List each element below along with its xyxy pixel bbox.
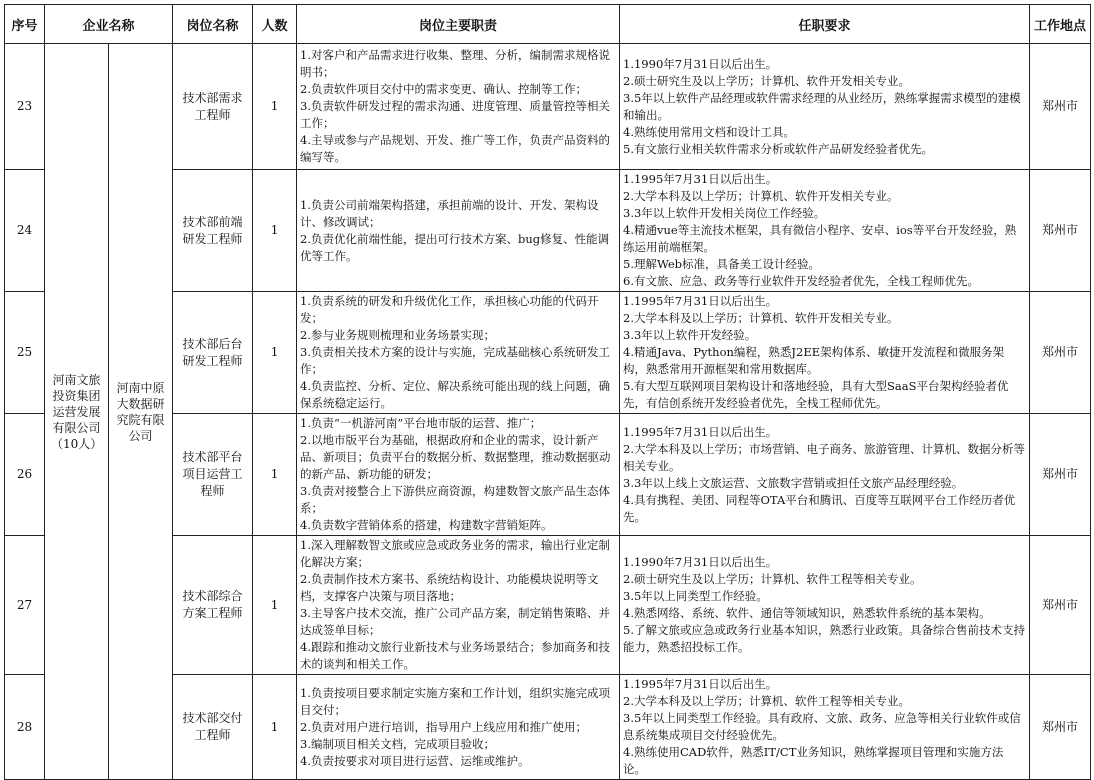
requirements-cell [620, 44, 1030, 170]
header-company: 企业名称 [45, 5, 173, 44]
requirement-line: 4.熟悉网络、系统、软件、通信等领域知识，熟悉软件系统的基本架构。 [623, 606, 991, 620]
work-location: 郑州市 [1030, 292, 1091, 414]
headcount: 1 [253, 44, 297, 170]
requirement-line: 2.大学本科及以上学历；计算机、软件工程等相关专业。 [623, 694, 910, 708]
duty-line: 4.负责数字营销体系的搭建，构建数字营销矩阵。 [300, 518, 553, 532]
requirement-line: 3.5年以上软件产品经理或软件需求经理的从业经历，熟练掌握需求模型的建模和输出。 [623, 90, 1021, 122]
requirement-line: 5.了解文旅或应急或政务行业基本知识，熟悉行业政策。具备综合售前技术支持能力，熟悉招投标工作。 [623, 623, 1025, 654]
duty-line: 3.负责相关技术方案的设计与实施，完成基础核心系统研发工作； [300, 345, 610, 376]
duties-cell [297, 414, 620, 536]
requirement-line: 4.熟练使用CAD软件，熟悉IT/CT业务知识，熟练掌握项目管理和实施方法论。 [623, 745, 1004, 776]
header-seq: 序号 [5, 5, 45, 44]
work-location: 郑州市 [1030, 675, 1091, 780]
requirements-cell [620, 292, 1030, 414]
headcount: 1 [253, 536, 297, 675]
position-name: 技术部平台项目运营工程师 [173, 414, 253, 536]
requirement-line: 3.3年以上软件开发相关岗位工作经验。 [623, 206, 826, 220]
requirement-line: 1.1995年7月31日以后出生。 [623, 424, 778, 439]
duties-cell [297, 44, 620, 170]
requirement-line: 2.硕士研究生及以上学历；计算机、软件开发相关专业。 [623, 73, 910, 88]
duty-line: 1.深入理解数智文旅或应急或政务业务的需求，输出行业定制化解决方案； [300, 538, 610, 569]
duty-line: 4.负责监控、分析、定位、解决系统可能出现的线上问题，确保系统稳定运行。 [300, 379, 610, 410]
company-unit-name: 河南中原大数据研究院有限公司 [109, 44, 173, 780]
duties-cell [297, 675, 620, 780]
requirement-line: 2.硕士研究生及以上学历；计算机、软件工程等相关专业。 [623, 572, 922, 586]
requirement-line: 1.1995年7月31日以后出生。 [623, 294, 778, 308]
work-location: 郑州市 [1030, 170, 1091, 292]
duty-line: 2.负责优化前端性能，提出可行技术方案、bug修复、性能调优等工作。 [300, 231, 610, 263]
requirement-line: 1.1990年7月31日以后出生。 [623, 555, 778, 569]
duty-line: 2.参与业务规则梳理和业务场景实现； [300, 328, 495, 342]
row-seq: 24 [5, 170, 45, 292]
requirement-line: 3.3年以上软件开发经验。 [623, 328, 757, 342]
header-requirements: 任职要求 [620, 5, 1030, 44]
work-location: 郑州市 [1030, 414, 1091, 536]
requirement-line: 2.大学本科及以上学历；计算机、软件开发相关专业。 [623, 189, 899, 203]
headcount: 1 [253, 170, 297, 292]
table-row [5, 44, 1091, 170]
requirements-cell [620, 675, 1030, 780]
requirement-line: 3.5年以上同类型工作经验。具有政府、文旅、政务、应急等相关行业软件或信息系统集成项目交付经验优先。 [623, 711, 1021, 742]
duty-line: 3.负责对接整合上下游供应商资源，构建数智文旅产品生态体系； [300, 484, 610, 515]
requirement-line: 4.精通Java、Python编程，熟悉J2EE架构体系、敏捷开发流程和微服务架构，熟悉常用开源框架和常用数据库。 [623, 345, 1005, 376]
work-location: 郑州市 [1030, 44, 1091, 170]
requirement-line: 2.大学本科及以上学历；计算机、软件开发相关专业。 [623, 311, 899, 325]
header-row [5, 5, 1091, 44]
duty-line: 3.编制项目相关文档，完成项目验收； [300, 736, 495, 751]
position-name: 技术部前端研发工程师 [173, 170, 253, 292]
requirement-line: 5.理解Web标准，具备美工设计经验。 [623, 257, 821, 271]
duties-cell [297, 536, 620, 675]
header-duties: 岗位主要职责 [297, 5, 620, 44]
headcount: 1 [253, 414, 297, 536]
duty-line: 1.负责“一机游河南”平台地市版的运营、推广； [300, 416, 542, 430]
duty-line: 3.主导客户技术交流，推广公司产品方案，制定销售策略、并达成签单目标； [300, 606, 610, 637]
requirement-line: 4.熟练使用常用文档和设计工具。 [623, 124, 795, 139]
duty-line: 4.主导或参与产品规划、开发、推广等工作，负责产品资料的编写等。 [300, 133, 610, 164]
position-name: 技术部后台研发工程师 [173, 292, 253, 414]
requirement-line: 3.5年以上同类型工作经验。 [623, 589, 768, 603]
duties-cell [297, 292, 620, 414]
duty-line: 1.负责公司前端架构搭建，承担前端的设计、开发、架构设计、修改调试； [300, 197, 599, 229]
requirement-line: 6.有文旅、应急、政务等行业软件开发经验者优先，全栈工程师优先。 [623, 274, 979, 288]
duty-line: 3.负责软件研发过程的需求沟通、进度管理、质量管控等相关工作； [300, 99, 610, 130]
header-location: 工作地点 [1030, 5, 1091, 44]
headcount: 1 [253, 675, 297, 780]
duty-line: 4.跟踪和推动文旅行业新技术与业务场景结合；参加商务和技术的谈判和相关工作。 [300, 640, 610, 671]
requirement-line: 3.3年以上线上文旅运营、文旅数字营销或担任文旅产品经理经验。 [623, 475, 964, 490]
requirement-line: 5.有大型互联网项目架构设计和落地经验，具有大型SaaS平台架构经验者优先，有信创系统开发经验者优先，全栈工程师优先。 [623, 379, 1009, 410]
duty-line: 2.负责对用户进行培训，指导用户上线应用和推广使用； [300, 719, 587, 734]
duty-line: 1.对客户和产品需求进行收集、整理、分析，编制需求规格说明书； [300, 48, 610, 79]
requirement-line: 4.具有携程、美团、同程等OTA平台和腾讯、百度等互联网平台工作经历者优先。 [623, 492, 1016, 524]
recruitment-table [4, 4, 1091, 780]
row-seq: 27 [5, 536, 45, 675]
position-name: 技术部综合方案工程师 [173, 536, 253, 675]
requirement-line: 2.大学本科及以上学历；市场营销、电子商务、旅游管理、计算机、数据分析等相关专业。 [623, 441, 1025, 473]
headcount: 1 [253, 292, 297, 414]
requirements-cell [620, 536, 1030, 675]
requirements-cell [620, 414, 1030, 536]
duty-line: 1.负责系统的研发和升级优化工作，承担核心功能的代码开发； [300, 294, 599, 325]
row-seq: 25 [5, 292, 45, 414]
row-seq: 26 [5, 414, 45, 536]
position-name: 技术部交付工程师 [173, 675, 253, 780]
requirement-line: 4.精通vue等主流技术框架，具有微信小程序、安卓、ios等平台开发经验，熟练运用前端框架。 [623, 223, 1017, 254]
requirements-cell [620, 170, 1030, 292]
duties-cell [297, 170, 620, 292]
requirement-line: 1.1995年7月31日以后出生。 [623, 677, 778, 691]
duty-line: 4.负责按要求对项目进行运营、运维或维护。 [300, 753, 530, 768]
header-count: 人数 [253, 5, 297, 44]
work-location: 郑州市 [1030, 536, 1091, 675]
company-group-name: 河南文旅投资集团运营发展有限公司（10人） [45, 44, 109, 780]
duty-line: 2.负责软件项目交付中的需求变更、确认、控制等工作； [300, 82, 587, 96]
duty-line: 2.负责制作技术方案书、系统结构设计、功能模块说明等文档，支撑客户决策与项目落地； [300, 572, 599, 603]
requirement-line: 5.有文旅行业相关软件需求分析或软件产品研发经验者优先。 [623, 141, 933, 156]
position-name: 技术部需求工程师 [173, 44, 253, 170]
row-seq: 28 [5, 675, 45, 780]
row-seq: 23 [5, 44, 45, 170]
duty-line: 2.以地市版平台为基础，根据政府和企业的需求，设计新产品、新项目；负责平台的数据分析、数据整理，推动数据驱动的新产品、新功能的研发； [300, 433, 611, 481]
requirement-line: 1.1990年7月31日以后出生。 [623, 56, 778, 71]
requirement-line: 1.1995年7月31日以后出生。 [623, 172, 778, 186]
header-position: 岗位名称 [173, 5, 253, 44]
duty-line: 1.负责按项目要求制定实施方案和工作计划，组织实施完成项目交付； [300, 685, 610, 717]
